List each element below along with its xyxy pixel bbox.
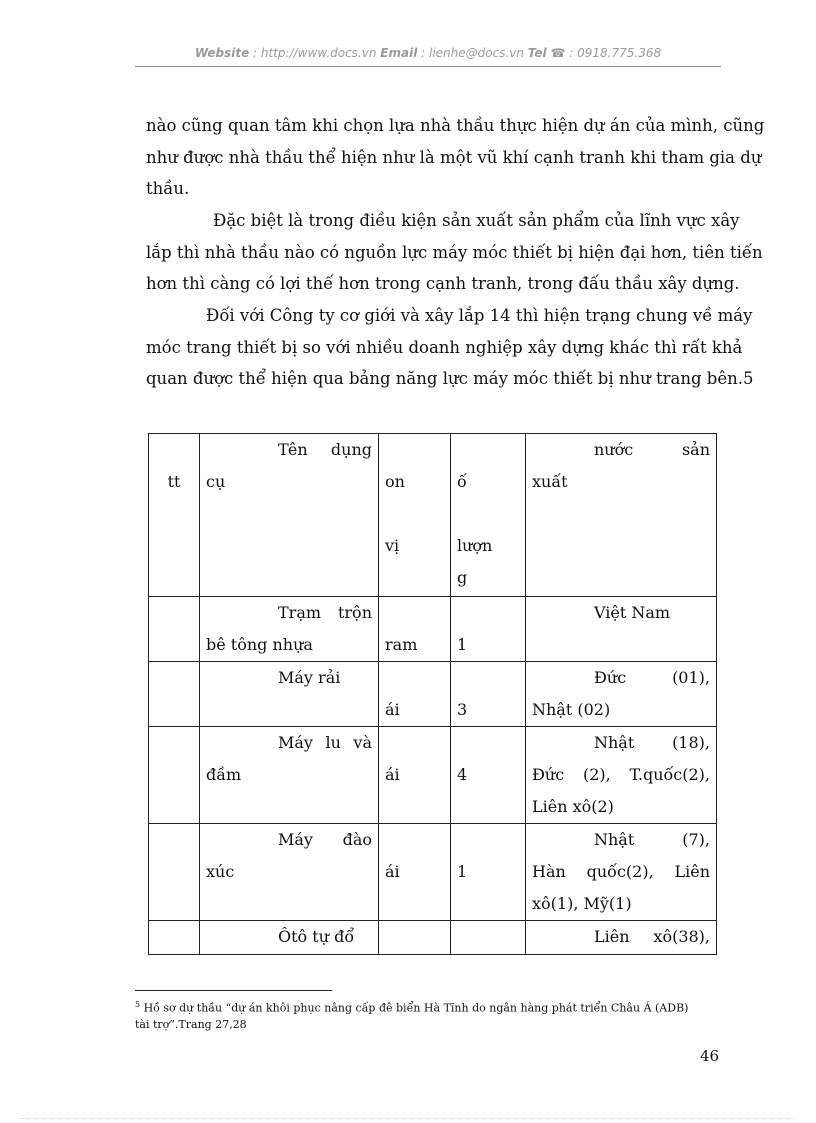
footnote	[135, 997, 705, 1033]
cell-nuoc-line: Hàn quốc(2), Liên	[532, 862, 710, 881]
tel-label: Tel	[527, 46, 547, 60]
phone-icon: ☎	[550, 46, 566, 60]
cell-nuoc-line: Đức (2), T.quốc(2),	[532, 765, 710, 784]
table-row	[149, 597, 717, 662]
cell-ten-1: Máy rải	[278, 668, 341, 687]
paragraph-1	[146, 110, 765, 205]
paragraph-line: lắp thì nhà thầu nào có nguồn lực máy móc thiết bị hiện đại hơn, tiên tiến	[146, 242, 763, 262]
table-row	[149, 824, 717, 921]
paragraph-line: nào cũng quan tâm khi chọn lựa nhà thầu thực hiện dự án của mình, cũng	[146, 116, 765, 135]
cell-so	[451, 727, 526, 824]
email-label: Email	[380, 46, 418, 60]
cell-don	[379, 597, 451, 662]
email-value: : lienhe@docs.vn	[417, 46, 528, 60]
cell-nuoc-line: Nhật (02)	[532, 700, 611, 719]
cell-so	[451, 597, 526, 662]
paragraph-line: móc trang thiết bị so với nhiều doanh nghiệp xây dựng khác thì rất khả	[146, 337, 743, 357]
header-cell-so	[451, 434, 526, 597]
cell-ten	[200, 824, 379, 921]
table-row	[149, 921, 717, 955]
header-divider	[135, 66, 721, 67]
cell-so-value: 1	[457, 635, 468, 654]
cell-nuoc-line: Việt Nam	[594, 603, 671, 622]
page-bottom-border	[20, 1118, 796, 1119]
header-so-2: lượn	[457, 536, 493, 555]
footnote-marker: 5	[135, 1000, 141, 1009]
cell-don-value: ái	[385, 862, 400, 881]
header-cell-ten	[200, 434, 379, 597]
cell-ten-1: Trạm trộn	[278, 603, 372, 622]
cell-so-value: 4	[457, 765, 468, 784]
website-label: Website	[194, 46, 250, 60]
cell-ten-1: Máy đào	[278, 830, 372, 849]
header-so-1: ố	[457, 472, 467, 491]
cell-nuoc-line: xô(1), Mỹ(1)	[532, 894, 632, 913]
cell-nuoc	[526, 727, 717, 824]
cell-ten-2: xúc	[206, 862, 235, 881]
cell-so	[451, 662, 526, 727]
cell-ten	[200, 727, 379, 824]
paragraph-line: Đặc biệt là trong điều kiện sản xuất sản phẩm của lĩnh vực xây	[213, 211, 740, 230]
cell-nuoc	[526, 921, 717, 955]
cell-nuoc-line: Nhật (7),	[594, 830, 710, 849]
page-number: 46	[700, 1047, 720, 1065]
header-cell-don	[379, 434, 451, 597]
cell-nuoc-line: Đức (01),	[594, 668, 710, 687]
header-cell-nuoc	[526, 434, 717, 597]
paragraph-line: thầu.	[146, 179, 190, 198]
footnote-divider	[135, 990, 332, 991]
page-header	[135, 46, 721, 60]
cell-don	[379, 824, 451, 921]
cell-nuoc	[526, 824, 717, 921]
cell-don	[379, 662, 451, 727]
header-ten-2: cụ	[206, 472, 226, 491]
paragraph-line: như được nhà thầu thể hiện như là một vũ khí cạnh tranh khi tham gia dự	[146, 147, 762, 167]
cell-ten	[200, 921, 379, 955]
header-don-1: on	[385, 472, 405, 491]
equipment-table	[148, 433, 717, 955]
table-row	[149, 662, 717, 727]
paragraph-2	[146, 205, 763, 300]
cell-nuoc	[526, 597, 717, 662]
cell-so-value: 1	[457, 862, 468, 881]
paragraph-line: Đối với Công ty cơ giới và xây lắp 14 thì hiện trạng chung về máy	[206, 306, 753, 325]
paragraph-line: quan được thể hiện qua bảng năng lực máy móc thiết bị như trang bên.5	[146, 369, 754, 388]
cell-so-value: 3	[457, 700, 468, 719]
header-cell-tt	[149, 434, 200, 597]
header-don-2: vị	[385, 536, 400, 555]
tel-value: : 0918.775.368	[565, 46, 662, 60]
paragraph-line: hơn thì càng có lợi thế hơn trong cạnh tranh, trong đấu thầu xây dựng.	[146, 274, 740, 293]
cell-ten	[200, 597, 379, 662]
cell-ten-1: Ôtô tự đổ	[278, 927, 355, 946]
cell-ten-1: Máy lu và	[278, 733, 372, 752]
header-ten-1: Tên dụng	[278, 440, 372, 459]
table-header-row	[149, 434, 717, 597]
table-row	[149, 727, 717, 824]
cell-nuoc-line: Nhật (18),	[594, 733, 710, 752]
footnote-text: Hồ sơ dự thầu “dự án khôi phục nâng cấp đê biển Hà Tĩnh do ngân hàng phát triển Châu Á (ADB) tài trợ”.Trang 27,28	[135, 1001, 689, 1031]
cell-so	[451, 824, 526, 921]
cell-ten	[200, 662, 379, 727]
header-nuoc-1: nước sản	[594, 440, 710, 459]
paragraph-3	[146, 300, 754, 395]
cell-don-value: ái	[385, 700, 400, 719]
cell-ten-2: bê tông nhựa	[206, 635, 313, 654]
cell-don-value: ram	[385, 635, 418, 654]
cell-don-value: ái	[385, 765, 400, 784]
header-tt: tt	[167, 472, 181, 491]
cell-nuoc-line: Liên xô(38),	[594, 927, 710, 946]
cell-ten-2: đầm	[206, 765, 242, 784]
cell-nuoc-line: Liên xô(2)	[532, 797, 614, 816]
website-value: : http://www.docs.vn	[249, 46, 381, 60]
cell-don	[379, 727, 451, 824]
cell-nuoc	[526, 662, 717, 727]
header-nuoc-2: xuất	[532, 472, 568, 491]
header-so-3: g	[457, 568, 468, 587]
